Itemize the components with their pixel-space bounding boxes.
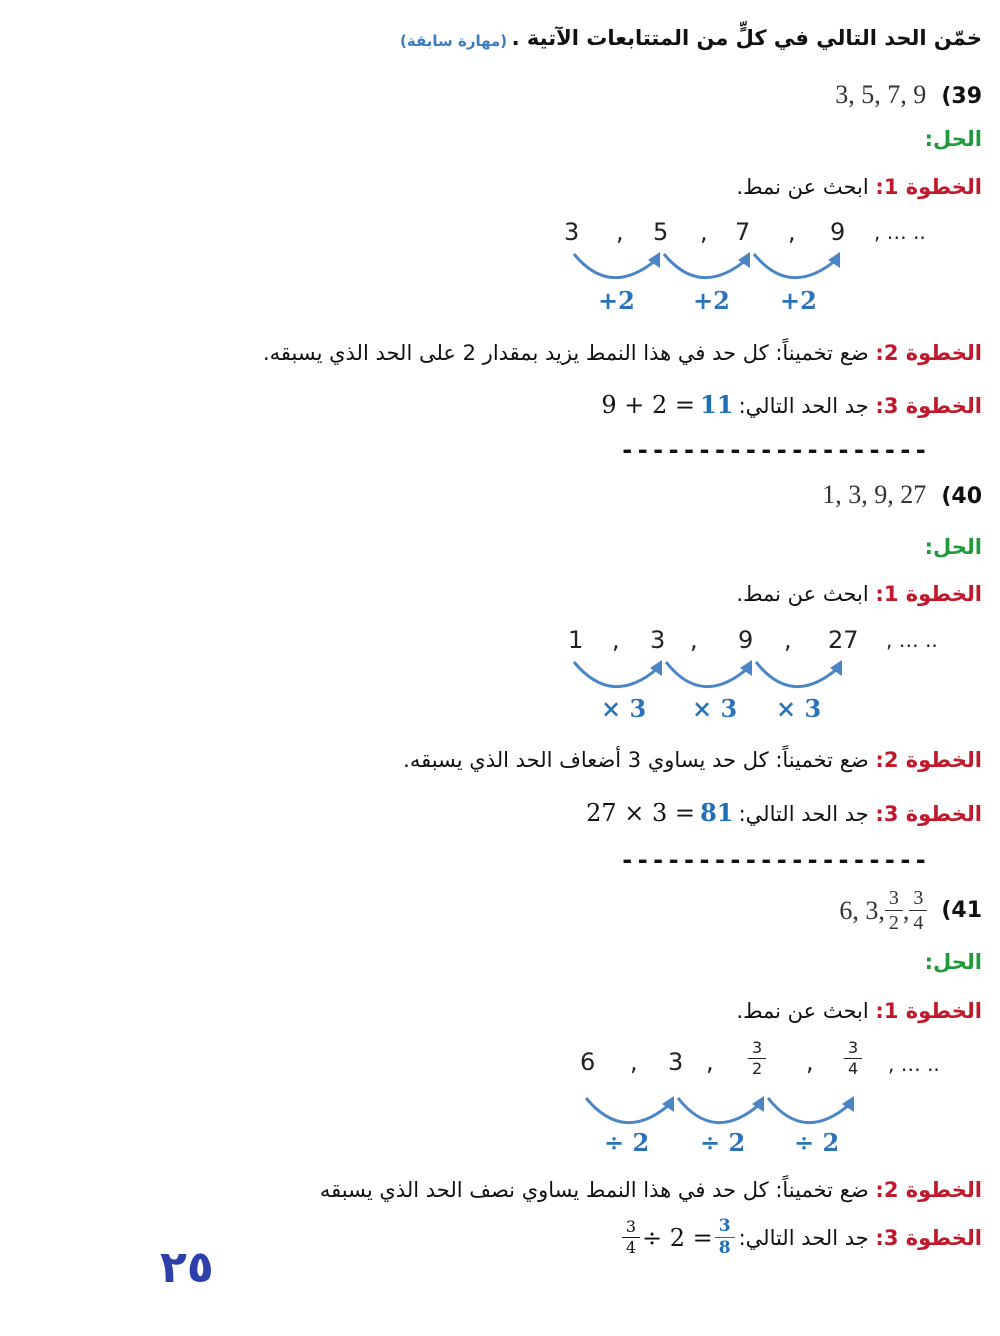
- step-3: [601, 390, 982, 419]
- operator-label: +2: [780, 286, 817, 315]
- sequence-fraction: 3 2: [750, 1040, 764, 1077]
- sequence-term: 3: [668, 1048, 684, 1076]
- step-2: [320, 1178, 982, 1202]
- sequence-comma: ,: [612, 626, 620, 654]
- sequence-fraction: $\frac{3}{4}$: [911, 888, 925, 933]
- sequence-comma: ,: [616, 218, 624, 246]
- problem-number: (41: [941, 898, 982, 923]
- sequence-comma: ,: [630, 1048, 638, 1076]
- sequence-fraction: 3 4: [846, 1040, 860, 1077]
- sequence-term: 5: [653, 218, 669, 246]
- solution-label: الحل:: [924, 950, 982, 974]
- instruction-heading: خمّن الحد التالي في كلٍّ من المتتابعات الآتية .: [511, 26, 982, 50]
- sequence-term: 3: [564, 218, 580, 246]
- operator-label: ÷ 2: [604, 1128, 650, 1157]
- step-1-label: الخطوة 1:: [875, 175, 982, 199]
- answer-value: 11: [700, 390, 734, 419]
- problem-sequence: 6, 3,: [839, 895, 885, 925]
- step-2: [403, 748, 982, 772]
- answer-value: 81: [700, 798, 734, 827]
- step-1-label: الخطوة 1:: [875, 999, 982, 1023]
- page-number: ٢٥: [160, 1242, 214, 1293]
- step-1: [736, 175, 982, 199]
- problem-sequence: 1, 3, 9, 27: [822, 480, 927, 509]
- sequence-comma: ,: [706, 1048, 714, 1076]
- operator-label: ÷ 2: [700, 1128, 746, 1157]
- sequence-comma: ,: [788, 218, 796, 246]
- step-1-text: ابحث عن نمط.: [736, 175, 869, 199]
- conjecture-text: ضع تخميناً: كل حد في هذا النمط يزيد بمقدار 2 على الحد الذي يسبقه.: [262, 341, 869, 365]
- sequence-comma: ,: [784, 626, 792, 654]
- step-3: [624, 1218, 982, 1257]
- conjecture-text: ضع تخميناً: كل حد يساوي 3 أضعاف الحد الذي يسبقه.: [403, 748, 869, 772]
- operator-label: +2: [598, 286, 635, 315]
- sequence-fraction: $\frac{3}{2}$: [887, 888, 901, 933]
- sequence-term: 3: [650, 626, 666, 654]
- problem-number: (40: [941, 484, 982, 509]
- operator-label: ÷ 2: [794, 1128, 840, 1157]
- sequence-term: 7: [735, 218, 751, 246]
- step-3-text: الخطوة 3: جد الحد التالي:: [738, 802, 982, 826]
- conjecture-text: ضع تخميناً: كل حد في هذا النمط يساوي نصف الحد الذي يسبقه: [319, 1178, 869, 1202]
- step-3-text: الخطوة 3: جد الحد التالي:: [738, 1225, 982, 1250]
- sequence-comma: ,: [690, 626, 698, 654]
- sequence-ellipsis: , … ..: [886, 628, 938, 652]
- calc-left: ÷ 2 =: [642, 1223, 713, 1252]
- answer-fraction: $\frac{3}{8}$: [717, 1218, 733, 1257]
- solution-label: الحل:: [924, 535, 982, 559]
- step-2-label: الخطوة 2:: [875, 1178, 982, 1202]
- operator-label: × 3: [776, 694, 822, 723]
- sequence-term: 6: [580, 1048, 596, 1076]
- step-1-text: ابحث عن نمط.: [736, 582, 869, 606]
- problem-41: 6, 3, $\frac{3}{2}$ , $\frac{3}{4}$ (41: [839, 887, 982, 934]
- step-2-label: الخطوة 2:: [875, 748, 982, 772]
- operator-label: × 3: [601, 694, 647, 723]
- problem-40: [822, 480, 982, 510]
- step-3-text: الخطوة 3: جد الحد التالي:: [738, 394, 982, 418]
- separator: --------------------: [620, 436, 929, 464]
- sequence-ellipsis: , … ..: [888, 1052, 940, 1076]
- calc-left: 27 × 3 =: [586, 799, 695, 827]
- solution-label: الحل:: [924, 127, 982, 151]
- step-1-text: ابحث عن نمط.: [736, 999, 869, 1023]
- sequence-ellipsis: , … ..: [874, 220, 926, 244]
- step-2: [263, 341, 982, 365]
- sequence-comma: ,: [806, 1048, 814, 1076]
- step-1: [736, 582, 982, 606]
- problem-sequence: 3, 5, 7, 9: [835, 80, 927, 109]
- problem-39: [835, 80, 982, 110]
- calc-left: 9 + 2 =: [601, 391, 695, 419]
- sequence-term: 9: [738, 626, 754, 654]
- sequence-comma: ,: [700, 218, 708, 246]
- prior-skill-badge: (مهارة سابقة): [400, 32, 508, 50]
- step-1: [736, 999, 982, 1023]
- sequence-term: 27: [828, 626, 859, 654]
- step-1-label: الخطوة 1:: [875, 582, 982, 606]
- operator-label: × 3: [692, 694, 738, 723]
- step-3: [586, 798, 982, 827]
- sequence-term: 9: [830, 218, 846, 246]
- separator: --------------------: [620, 846, 929, 874]
- sequence-term: 1: [568, 626, 584, 654]
- calc-fraction: $\frac{3}{4}$: [624, 1219, 638, 1256]
- operator-label: +2: [693, 286, 730, 315]
- step-2-label: الخطوة 2:: [875, 341, 982, 365]
- problem-number: (39: [941, 84, 982, 109]
